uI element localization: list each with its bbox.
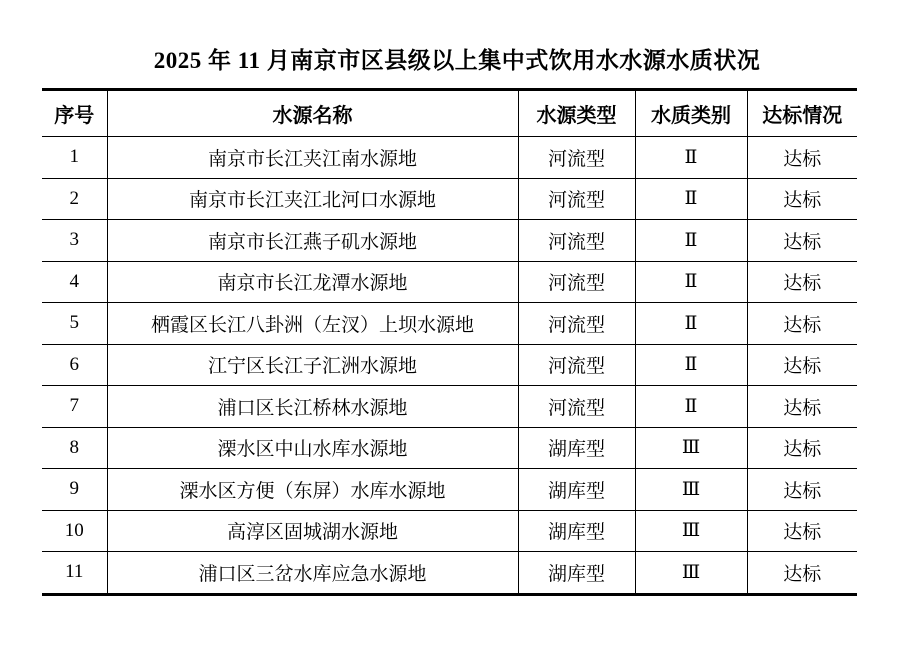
header-row [42,90,857,137]
table-row [42,552,857,595]
table-cell: 南京市长江龙潭水源地 [107,261,518,303]
column-header: 水质类别 [635,90,747,137]
table-head [42,90,857,137]
table-cell: Ⅱ [635,178,747,220]
table-cell: 浦口区三岔水库应急水源地 [107,552,518,595]
table-cell: 达标 [747,137,857,179]
table-cell: Ⅲ [635,427,747,469]
table-row [42,427,857,469]
table-cell: 溧水区中山水库水源地 [107,427,518,469]
table-row [42,303,857,345]
table-cell: Ⅲ [635,469,747,511]
table-cell: 湖库型 [518,427,635,469]
water-quality-table [42,88,857,596]
column-header: 序号 [42,90,107,137]
table-cell: Ⅱ [635,386,747,428]
table-cell: 达标 [747,386,857,428]
table-cell: 湖库型 [518,510,635,552]
table-cell: 溧水区方便（东屏）水库水源地 [107,469,518,511]
table-cell: 达标 [747,261,857,303]
table-row [42,261,857,303]
table-cell: 浦口区长江桥林水源地 [107,386,518,428]
table-cell: 河流型 [518,178,635,220]
table-row [42,344,857,386]
table-cell: 9 [42,469,107,511]
table-cell: 6 [42,344,107,386]
column-header: 水源名称 [107,90,518,137]
table-row [42,386,857,428]
table-row [42,510,857,552]
table-cell: 3 [42,220,107,262]
table-cell: 4 [42,261,107,303]
table-cell: 栖霞区长江八卦洲（左汊）上坝水源地 [107,303,518,345]
table-cell: 达标 [747,552,857,595]
table-cell: Ⅱ [635,261,747,303]
table-cell: Ⅲ [635,510,747,552]
table-cell: 南京市长江燕子矶水源地 [107,220,518,262]
table-cell: 河流型 [518,220,635,262]
table-cell: 河流型 [518,303,635,345]
table-cell: 河流型 [518,344,635,386]
table-cell: 南京市长江夹江北河口水源地 [107,178,518,220]
table-cell: 河流型 [518,137,635,179]
page-title: 2025 年 11 月南京市区县级以上集中式饮用水水源水质状况 [153,48,761,73]
table-cell: 达标 [747,469,857,511]
table-row [42,137,857,179]
table-cell: Ⅱ [635,137,747,179]
table-cell: 1 [42,137,107,179]
table-cell: 达标 [747,178,857,220]
table-cell: 江宁区长江子汇洲水源地 [107,344,518,386]
table-cell: Ⅲ [635,552,747,595]
table-cell: 高淳区固城湖水源地 [107,510,518,552]
table-cell: 10 [42,510,107,552]
table-cell: Ⅱ [635,344,747,386]
table-cell: 达标 [747,427,857,469]
table-cell: 河流型 [518,386,635,428]
table-cell: 河流型 [518,261,635,303]
table-row [42,220,857,262]
table-row [42,178,857,220]
table-cell: 2 [42,178,107,220]
table-cell: 南京市长江夹江南水源地 [107,137,518,179]
table-cell: 达标 [747,303,857,345]
column-header: 水源类型 [518,90,635,137]
table-cell: 湖库型 [518,469,635,511]
table-cell: 达标 [747,510,857,552]
table-row [42,469,857,511]
table-cell: 11 [42,552,107,595]
table-cell: Ⅱ [635,303,747,345]
table-cell: 8 [42,427,107,469]
table-body [42,137,857,595]
column-header: 达标情况 [747,90,857,137]
table-cell: 达标 [747,344,857,386]
table-cell: 5 [42,303,107,345]
table-cell: Ⅱ [635,220,747,262]
table-cell: 达标 [747,220,857,262]
table-cell: 7 [42,386,107,428]
table-cell: 湖库型 [518,552,635,595]
